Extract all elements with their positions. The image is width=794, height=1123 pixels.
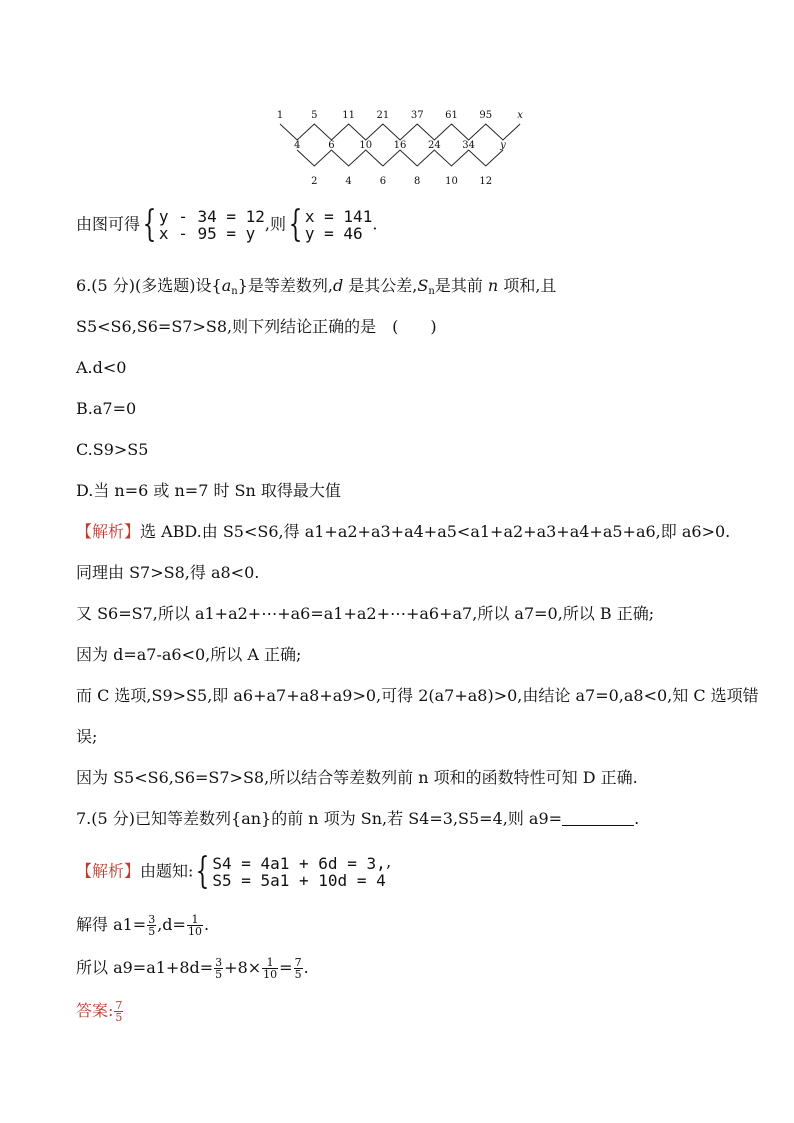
q6-condition: S5<S6,S6=S7>S8,则下列结论正确的是 ( ) <box>76 317 437 336</box>
top-zigzag <box>280 124 520 140</box>
q7-solution-system: 【解析】由题知:{ S4 = 4a1 + 6d = 3, S5 = 5a1 + 10d = 4’ <box>76 851 391 892</box>
q7-stem: 7.(5 分)已知等差数列{an}的前 n 项为 Sn,若 S4=3,S5=4,则 a9= . <box>76 809 640 828</box>
q6-option-c: C.S9>S5 <box>76 440 149 459</box>
row3-label: 2 <box>311 176 318 187</box>
row3-label: 12 <box>479 176 493 187</box>
answer-label: 答案: <box>76 1001 114 1020</box>
row3-label: 4 <box>345 176 352 187</box>
system-2-eq-a: x = 141 <box>304 207 373 226</box>
row2-label: 16 <box>393 140 407 151</box>
conclusion-prefix: 由图可得 <box>76 214 141 234</box>
q6-stem: 6.(5 分)(多选题)设$\{a_n\}$是等差数列,d 是其公差$,S_n$是其前 n 项和,且 <box>76 276 557 297</box>
q7-system: S4 = 4a1 + 6d = 3, S5 = 5a1 + 10d = 4 <box>212 854 386 890</box>
row2-label: 6 <box>328 140 335 151</box>
fraction-d: $\frac{1}{10}$ <box>187 913 202 938</box>
q7-result-line: 所以 a9=a1+8d= $\frac{3}{5}$ +8× $\frac{1}{10}$ = $\frac{7}{5}$ . <box>76 956 309 981</box>
row2-label: 34 <box>462 140 476 151</box>
solution-tag: 【解析】 <box>76 861 141 881</box>
system-1 <box>159 208 265 242</box>
system-1-eq-b: x - 95 = y <box>158 224 256 243</box>
row1-label: x <box>517 110 523 121</box>
q6-solution-line-6: 误; <box>76 727 98 746</box>
fraction-a1: $\frac{3}{5}$ <box>148 913 156 938</box>
q6-solution-line-3: 又 S6=S7,所以 a1+a2+⋯+a6=a1+a2+⋯+a6+a7,所以 a7=0,所以 B 正确; <box>76 604 655 623</box>
row3-label: 6 <box>379 176 387 187</box>
system-2-eq-b: y = 46 <box>304 224 363 243</box>
q6-solution-line-4: 因为 d=a7-a6<0,所以 A 正确; <box>76 645 302 664</box>
answer-fraction: $\frac{7}{5}$ <box>115 999 123 1024</box>
answer-blank <box>562 811 634 826</box>
zigzag-labels <box>277 110 523 187</box>
q6-solution-line-2: 同理由 S7>S8,得 a8<0. <box>76 563 260 582</box>
row2-label: 10 <box>359 140 373 151</box>
solution-tag: 【解析】 <box>76 522 141 541</box>
row1-label: 1 <box>276 110 284 121</box>
q6-option-a: A.d<0 <box>76 358 127 377</box>
row3-label: 8 <box>414 176 421 187</box>
q6-option-b: B.a7=0 <box>76 399 137 418</box>
q6-option-d: D.当 n=6 或 n=7 时 Sn 取得最大值 <box>76 481 341 500</box>
system-1-eq-a: y - 34 = 12 <box>158 207 265 226</box>
row2-label: y <box>500 140 506 151</box>
conclusion-mid: ,则 <box>264 214 286 234</box>
row1-label: 21 <box>376 110 390 121</box>
zigzag-diagram <box>270 104 530 190</box>
q6-solution-line-1: 【解析】选 ABD.由 S5<S6,得 a1+a2+a3+a4+a5<a1+a2+a3+a4+a5+a6,即 a6>0. <box>76 522 731 541</box>
q6-solution-line-7: 因为 S5<S6,S6=S7>S8,所以结合等差数列前 n 项和的函数特性可知 D 正确. <box>76 768 638 787</box>
row1-label: 11 <box>342 110 355 121</box>
q7-solve-line: 解得 a1= $\frac{3}{5}$ ,d= $\frac{1}{10}$ . <box>76 913 210 938</box>
row1-label: 37 <box>410 110 424 121</box>
system-2 <box>305 208 372 242</box>
bottom-zigzag <box>297 150 503 166</box>
row1-label: 95 <box>479 110 493 121</box>
figure-conclusion: 由图可得{ y - 34 = 12 x - 95 = y ,则{ x = 141 y = 46 . <box>76 204 378 245</box>
q6-solution-line-5: 而 C 选项,S9>S5,即 a6+a7+a8+a9>0,可得 2(a7+a8)>0,由结论 a7=0,a8<0,知 C 选项错 <box>76 686 759 705</box>
row1-label: 5 <box>311 110 318 121</box>
q7-answer <box>76 1000 124 1023</box>
row2-label: 4 <box>293 140 301 151</box>
row1-label: 61 <box>445 110 458 121</box>
row2-label: 24 <box>427 140 441 151</box>
row3-label: 10 <box>445 176 458 187</box>
